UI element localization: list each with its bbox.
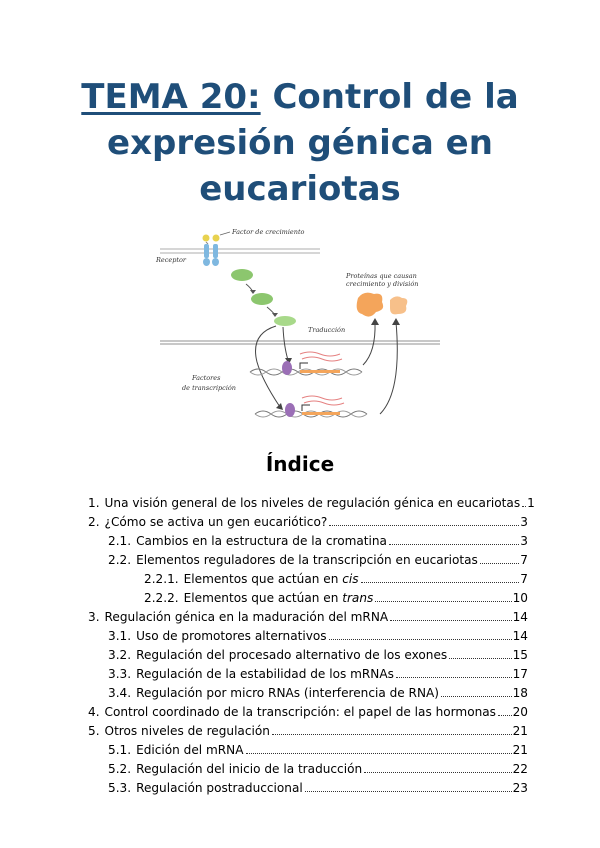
toc-entry-page: 3 xyxy=(520,534,528,548)
label-factors-1: Factores xyxy=(192,374,221,382)
transcription-factor-icon xyxy=(282,361,292,375)
toc-leader-dots xyxy=(449,658,511,659)
translation-arrow xyxy=(380,322,397,414)
arrow-head xyxy=(371,318,379,325)
arrow-head xyxy=(250,290,256,294)
toc-entry-text: Regulación génica en la maduración del mRNA xyxy=(104,610,389,624)
toc-leader-dots xyxy=(305,791,512,792)
label-pointer-line xyxy=(220,232,230,235)
toc-entry-page: 14 xyxy=(512,610,528,624)
toc-entry-title xyxy=(105,705,496,719)
pointer-line xyxy=(206,242,208,244)
mrna-icon xyxy=(302,396,342,400)
toc-entry-page: 18 xyxy=(512,686,528,700)
toc-entry-italic: cis xyxy=(342,572,359,586)
receptor-icon xyxy=(213,244,218,258)
toc-entry-text: Regulación del inicio de la traducción xyxy=(136,762,363,776)
toc-leader-dots xyxy=(522,506,526,507)
toc-entry-title xyxy=(136,629,327,643)
toc-entry-number: 4. xyxy=(88,705,100,719)
toc-entry[interactable] xyxy=(88,629,528,648)
toc-entry-title xyxy=(105,724,270,738)
toc-entry-number: 2. xyxy=(88,515,100,529)
receptor-icon xyxy=(203,258,210,266)
signal-protein-icon xyxy=(251,293,273,305)
toc-leader-dots xyxy=(361,582,520,583)
cover-illustration xyxy=(150,222,450,440)
title-prefix: TEMA 20: xyxy=(81,77,261,117)
toc-entry-title xyxy=(136,648,447,662)
toc-entry[interactable] xyxy=(88,762,528,781)
toc-entry-number: 5.2. xyxy=(108,762,132,776)
label-proteins-1: Proteínas que causan xyxy=(346,272,417,280)
toc-entry-number: 1. xyxy=(88,496,100,510)
toc-entry-page: 23 xyxy=(512,781,528,795)
toc-entry-italic: trans xyxy=(342,591,374,605)
table-of-contents xyxy=(88,496,535,800)
toc-entry-number: 5.1. xyxy=(108,743,132,757)
protein-icon xyxy=(390,296,407,314)
toc-entry-text: ¿Cómo se activa un gen eucariótico? xyxy=(104,515,328,529)
toc-entry[interactable] xyxy=(88,591,528,610)
toc-entry-title xyxy=(136,534,387,548)
label-factors-2: de transcripción xyxy=(182,384,236,392)
toc-entry-text: Otros niveles de regulación xyxy=(104,724,270,738)
toc-entry[interactable] xyxy=(88,705,528,724)
toc-entry[interactable] xyxy=(88,781,528,800)
toc-entry-title xyxy=(184,572,359,586)
toc-entry-text: Uso de promotores alternativos xyxy=(136,629,327,643)
toc-leader-dots xyxy=(441,696,512,697)
toc-leader-dots xyxy=(246,753,512,754)
label-proteins-2: crecimiento y división xyxy=(346,280,419,288)
toc-entry-title xyxy=(136,667,394,681)
toc-entry-text: Cambios en la estructura de la cromatina xyxy=(136,534,387,548)
toc-entry-page: 1 xyxy=(527,496,535,510)
toc-entry-page: 15 xyxy=(512,648,528,662)
toc-entry[interactable] xyxy=(88,610,528,629)
toc-entry-page: 7 xyxy=(520,553,528,567)
toc-entry-page: 7 xyxy=(520,572,528,586)
toc-entry-title xyxy=(136,781,303,795)
mrna-icon xyxy=(304,401,344,405)
gene-region xyxy=(302,412,340,415)
signal-protein-icon xyxy=(231,269,253,281)
toc-entry-title xyxy=(105,610,389,624)
gene-region xyxy=(300,370,340,373)
gene-expression-diagram xyxy=(150,222,450,440)
title-line-1 xyxy=(0,74,600,120)
toc-leader-dots xyxy=(375,601,511,602)
toc-entry-title xyxy=(105,496,521,510)
toc-entry[interactable] xyxy=(88,667,528,686)
toc-entry-page: 21 xyxy=(512,724,528,738)
toc-entry-text: Regulación de la estabilidad de los mRNAs xyxy=(136,667,394,681)
label-receptor: Receptor xyxy=(156,256,187,264)
signal-protein-icon xyxy=(274,316,296,326)
index-heading: Índice xyxy=(265,452,335,476)
toc-entry[interactable] xyxy=(88,496,535,515)
toc-leader-dots xyxy=(389,544,519,545)
transcription-factor-icon xyxy=(285,403,295,417)
toc-entry-title xyxy=(136,686,439,700)
toc-entry-number: 2.2.2. xyxy=(144,591,179,605)
toc-entry-text: Una visión general de los niveles de regulación génica en eucariotas xyxy=(104,496,521,510)
label-translation: Traducción xyxy=(308,326,346,334)
toc-entry-title xyxy=(136,762,362,776)
toc-entry-title xyxy=(136,743,243,757)
toc-entry[interactable] xyxy=(88,724,528,743)
toc-leader-dots xyxy=(390,620,511,621)
toc-entry-number: 5. xyxy=(88,724,100,738)
arrow-head xyxy=(276,403,283,410)
toc-leader-dots xyxy=(329,525,519,526)
toc-entry-text: Regulación postraduccional xyxy=(136,781,303,795)
toc-entry-page: 3 xyxy=(520,515,528,529)
toc-entry-text: Regulación del procesado alternativo de los exones xyxy=(136,648,448,662)
receptor-icon xyxy=(212,258,219,266)
toc-entry-number: 3. xyxy=(88,610,100,624)
toc-entry-number: 3.2. xyxy=(108,648,132,662)
toc-entry[interactable] xyxy=(88,553,528,572)
toc-entry-number: 2.2.1. xyxy=(144,572,179,586)
protein-icon xyxy=(357,293,383,317)
toc-entry-page: 20 xyxy=(512,705,528,719)
toc-entry-title xyxy=(184,591,374,605)
nucleus-entry-arrow xyxy=(256,326,280,407)
toc-entry-text: Elementos que actúan en xyxy=(183,591,343,605)
arrow-head xyxy=(392,318,400,325)
toc-leader-dots xyxy=(329,639,512,640)
toc-entry-number: 2.2. xyxy=(108,553,132,567)
growth-factor-icon xyxy=(213,235,220,242)
toc-entry-page: 21 xyxy=(512,743,528,757)
title-line-3: eucariotas xyxy=(199,169,401,209)
title-line-2: expresión génica en xyxy=(107,123,493,163)
toc-leader-dots xyxy=(480,563,519,564)
toc-entry[interactable] xyxy=(88,515,528,534)
document-title xyxy=(0,74,600,212)
growth-factor-icon xyxy=(203,235,210,242)
toc-leader-dots xyxy=(364,772,511,773)
toc-entry-number: 3.4. xyxy=(108,686,132,700)
toc-entry-number: 2.1. xyxy=(108,534,132,548)
toc-leader-dots xyxy=(498,715,512,716)
toc-entry-page: 14 xyxy=(512,629,528,643)
toc-entry[interactable] xyxy=(88,686,528,705)
mrna-icon xyxy=(300,352,340,356)
toc-entry-title xyxy=(105,515,328,529)
receptor-icon xyxy=(204,244,209,258)
toc-entry[interactable] xyxy=(88,743,528,762)
label-factor: Factor de crecimiento xyxy=(232,228,305,236)
toc-entry-text: Regulación por micro RNAs (interferencia de RNA) xyxy=(136,686,439,700)
toc-entry-number: 3.1. xyxy=(108,629,132,643)
toc-entry-number: 3.3. xyxy=(108,667,132,681)
toc-entry-text: Elementos que actúan en xyxy=(183,572,343,586)
toc-entry-title xyxy=(136,553,478,567)
arrow-head xyxy=(272,313,278,317)
title-line-1-text: Control de la xyxy=(260,77,519,117)
mrna-icon xyxy=(302,357,342,361)
toc-entry[interactable] xyxy=(88,648,528,667)
toc-entry[interactable] xyxy=(88,534,528,553)
toc-entry-number: 5.3. xyxy=(108,781,132,795)
toc-entry[interactable] xyxy=(88,572,528,591)
toc-entry-page: 10 xyxy=(512,591,528,605)
toc-entry-page: 22 xyxy=(512,762,528,776)
toc-entry-text: Control coordinado de la transcripción: el papel de las hormonas xyxy=(104,705,496,719)
toc-entry-text: Edición del mRNA xyxy=(136,743,244,757)
toc-entry-page: 17 xyxy=(512,667,528,681)
toc-entry-text: Elementos reguladores de la transcripción en eucariotas xyxy=(136,553,478,567)
toc-leader-dots xyxy=(272,734,512,735)
promoter-arrow xyxy=(302,405,310,411)
toc-leader-dots xyxy=(396,677,512,678)
promoter-arrow xyxy=(300,363,308,369)
